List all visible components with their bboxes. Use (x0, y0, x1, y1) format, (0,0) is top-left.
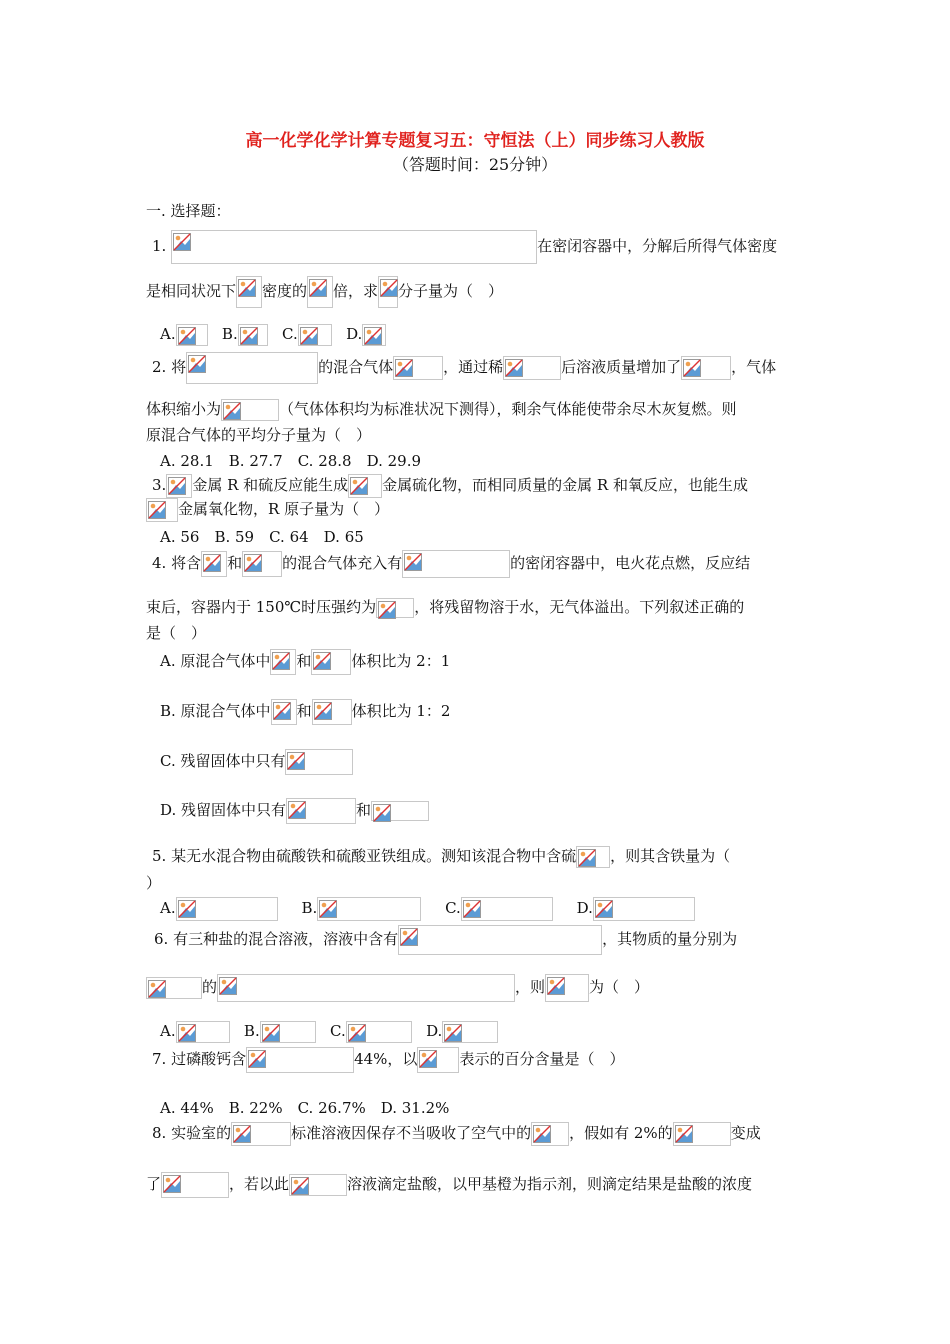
broken-image-icon (238, 279, 256, 297)
option-label: A. (160, 325, 176, 343)
broken-image-icon (547, 977, 565, 995)
broken-image-icon (178, 1024, 196, 1042)
option-label: B. (221, 325, 238, 343)
broken-image-icon (300, 327, 318, 345)
question-text: 束后，容器内于 150℃时压强约为 (146, 598, 377, 616)
question-2-line-3: 原混合气体的平均分子量为（ ） (146, 426, 372, 444)
question-text: ，若以此 (229, 1175, 290, 1193)
formula-image-placeholder (176, 324, 208, 346)
broken-image-icon (595, 900, 613, 918)
question-text: C. 残留固体中只有 (160, 752, 286, 770)
broken-image-icon (319, 900, 337, 918)
question-text: 为（ ） (589, 978, 650, 996)
broken-image-icon (675, 1125, 693, 1143)
question-number: 1. (152, 237, 167, 255)
question-text: 的混合气体充入有 (282, 554, 403, 572)
question-text: A. 原混合气体中 (160, 652, 271, 670)
formula-image-placeholder (186, 352, 318, 384)
formula-image-placeholder (270, 649, 296, 675)
question-text: 4. 将含 (152, 554, 202, 572)
question-text: 是相同状况下 (146, 282, 237, 300)
broken-image-icon (173, 233, 191, 251)
formula-image-placeholder (246, 1047, 354, 1073)
question-7-options: A. 44% B. 22% C. 26.7% D. 31.2% (160, 1099, 450, 1117)
question-text: 和 (296, 702, 312, 720)
question-1-line-2 (146, 276, 503, 308)
formula-image-placeholder (146, 498, 178, 522)
question-2-line-2 (146, 398, 737, 421)
question-3-line-1 (152, 474, 748, 498)
formula-image-placeholder (376, 598, 414, 618)
question-text: 后溶液质量增加了 (561, 358, 682, 376)
section-heading: 一. 选择题： (146, 202, 231, 220)
formula-image-placeholder (307, 276, 333, 308)
formula-image-placeholder (681, 356, 731, 380)
question-2-line-1 (152, 352, 776, 384)
formula-image-placeholder (362, 324, 386, 346)
broken-image-icon (272, 652, 290, 670)
option-label: C. (330, 1022, 346, 1040)
broken-image-icon (203, 554, 221, 572)
question-4-option-a (160, 649, 450, 675)
option-label: A. (160, 1022, 176, 1040)
question-text: 的密闭容器中，电火花点燃，反应结 (510, 554, 751, 572)
formula-image-placeholder (298, 324, 332, 346)
question-3-options: A. 56 B. 59 C. 64 D. 65 (160, 528, 364, 546)
question-text: 密度的 (262, 282, 308, 300)
question-text: 和 (227, 554, 243, 572)
question-text: 和 (356, 801, 372, 819)
broken-image-icon (244, 554, 262, 572)
formula-image-placeholder (442, 1021, 498, 1043)
formula-image-placeholder (417, 1047, 459, 1073)
broken-image-icon (444, 1024, 462, 1042)
broken-image-icon (223, 402, 241, 420)
page-title: 高一化学化学计算专题复习五：守恒法（上）同步练习人教版 (245, 131, 705, 151)
question-text: 5. 某无水混合物由硫酸铁和硫酸亚铁组成。测知该混合物中含硫 (152, 847, 577, 865)
question-text: 了 (146, 1175, 162, 1193)
question-4-option-c (160, 749, 353, 775)
question-6-line-1 (154, 925, 737, 955)
option-label: C. (445, 899, 461, 917)
question-4-option-b (160, 699, 450, 725)
question-text: 在密闭容器中，分解后所得气体密度 (537, 237, 778, 255)
broken-image-icon (533, 1125, 551, 1143)
formula-image-placeholder (260, 1021, 316, 1043)
formula-image-placeholder (317, 897, 421, 921)
formula-image-placeholder (312, 699, 352, 725)
formula-image-placeholder (146, 977, 202, 999)
option-label: B. (301, 899, 318, 917)
question-text: 倍，求 (333, 282, 379, 300)
broken-image-icon (273, 702, 291, 720)
broken-image-icon (287, 752, 305, 770)
broken-image-icon (578, 849, 596, 867)
question-text: B. 原混合气体中 (160, 702, 271, 720)
broken-image-icon (463, 900, 481, 918)
broken-image-icon (683, 359, 701, 377)
broken-image-icon (178, 327, 196, 345)
broken-image-icon (148, 980, 166, 998)
question-text: ，则 (515, 978, 546, 996)
question-text: （气体体积均为标准状况下测得），剩余气体能使带余尽木灰复燃。则 (279, 400, 737, 418)
question-3-line-2 (146, 498, 389, 522)
broken-image-icon (163, 1175, 181, 1193)
formula-image-placeholder (503, 356, 561, 380)
question-8-line-2 (146, 1172, 752, 1198)
question-1-line-1 (152, 230, 777, 264)
formula-image-placeholder (461, 897, 553, 921)
broken-image-icon (288, 801, 306, 819)
formula-image-placeholder (576, 846, 610, 868)
question-7-line-1 (152, 1047, 624, 1073)
question-text: 体积缩小为 (146, 400, 222, 418)
formula-image-placeholder (311, 649, 351, 675)
question-text: D. 残留固体中只有 (160, 801, 287, 819)
question-text: ，其物质的量分别为 (602, 930, 738, 948)
broken-image-icon (219, 977, 237, 995)
question-4-line-1 (152, 550, 750, 578)
question-5-line-1 (152, 845, 730, 868)
broken-image-icon (188, 355, 206, 373)
question-text: 金属硫化物，而相同质量的金属 R 和氧反应，也能生成 (382, 476, 748, 494)
broken-image-icon (364, 327, 382, 345)
option-label: D. (576, 899, 593, 917)
formula-image-placeholder (545, 974, 589, 1002)
formula-image-placeholder (378, 276, 398, 308)
question-text: ，假如有 2%的 (569, 1124, 673, 1142)
question-text: 8. 实验室的 (152, 1124, 232, 1142)
formula-image-placeholder (346, 1021, 412, 1043)
question-4-line-3: 是（ ） (146, 624, 207, 642)
broken-image-icon (240, 327, 258, 345)
broken-image-icon (233, 1125, 251, 1143)
question-text: ，通过稀 (443, 358, 504, 376)
question-text: 6. 有三种盐的混合溶液，溶液中含有 (154, 930, 399, 948)
broken-image-icon (400, 928, 418, 946)
question-text: ，则其含铁量为（ (610, 847, 731, 865)
question-text: 溶液滴定盐酸，以甲基橙为指示剂，则滴定结果是盐酸的浓度 (347, 1175, 753, 1193)
question-text: 和 (296, 652, 312, 670)
formula-image-placeholder (673, 1122, 731, 1146)
formula-image-placeholder (286, 798, 356, 824)
formula-image-placeholder (176, 897, 278, 921)
formula-image-placeholder (236, 276, 262, 308)
question-text: 表示的百分含量是（ ） (459, 1050, 625, 1068)
broken-image-icon (419, 1050, 437, 1068)
broken-image-icon (309, 279, 327, 297)
broken-image-icon (348, 1024, 366, 1042)
question-number: 3. (152, 476, 167, 494)
broken-image-icon (373, 804, 391, 822)
formula-image-placeholder (402, 550, 510, 578)
broken-image-icon (314, 702, 332, 720)
formula-image-placeholder (242, 551, 282, 577)
broken-image-icon (378, 601, 396, 619)
formula-image-placeholder (271, 699, 297, 725)
question-4-line-2 (146, 596, 744, 618)
formula-image-placeholder (398, 925, 602, 955)
broken-image-icon (350, 477, 368, 495)
question-text: 体积比为 1：2 (351, 702, 451, 720)
option-label: B. (243, 1022, 260, 1040)
question-text: 7. 过磷酸钙含 (152, 1050, 247, 1068)
option-label: D. (426, 1022, 443, 1040)
formula-image-placeholder (593, 897, 695, 921)
broken-image-icon (248, 1050, 266, 1068)
formula-image-placeholder (393, 356, 443, 380)
question-2-options: A. 28.1 B. 27.7 C. 28.8 D. 29.9 (160, 452, 422, 470)
formula-image-placeholder (161, 1172, 229, 1198)
broken-image-icon (380, 279, 398, 297)
question-1-options (160, 323, 386, 346)
broken-image-icon (395, 359, 413, 377)
question-text: 变成 (730, 1124, 761, 1142)
broken-image-icon (404, 553, 422, 571)
broken-image-icon (178, 900, 196, 918)
broken-image-icon (291, 1177, 309, 1195)
formula-image-placeholder (166, 474, 192, 498)
question-6-options (160, 1020, 498, 1043)
broken-image-icon (262, 1024, 280, 1042)
formula-image-placeholder (348, 474, 382, 498)
formula-image-placeholder (531, 1122, 569, 1146)
broken-image-icon (148, 501, 166, 519)
formula-image-placeholder (171, 230, 537, 264)
question-text: ，将残留物溶于水，无气体溢出。下列叙述正确的 (414, 598, 745, 616)
formula-image-placeholder (285, 749, 353, 775)
broken-image-icon (313, 652, 331, 670)
question-text: 分子量为（ ） (398, 282, 504, 300)
question-text: ，气体 (731, 358, 777, 376)
question-6-line-2 (146, 974, 649, 1002)
question-text: 的 (202, 978, 218, 996)
option-label: C. (282, 325, 298, 343)
question-text: 金属 R 和硫反应能生成 (192, 476, 349, 494)
formula-image-placeholder (289, 1174, 347, 1196)
question-text: 44%，以 (354, 1050, 418, 1068)
formula-image-placeholder (231, 1122, 291, 1146)
formula-image-placeholder (371, 801, 429, 821)
question-4-option-d (160, 798, 429, 824)
broken-image-icon (505, 359, 523, 377)
formula-image-placeholder (238, 324, 268, 346)
question-5-options (160, 897, 695, 921)
formula-image-placeholder (221, 399, 279, 421)
broken-image-icon (168, 477, 186, 495)
formula-image-placeholder (201, 551, 227, 577)
question-5-line-2: ） (146, 874, 162, 892)
formula-image-placeholder (176, 1021, 230, 1043)
formula-image-placeholder (217, 974, 515, 1002)
option-label: D. (346, 325, 363, 343)
question-text: 标准溶液因保存不当吸收了空气中的 (291, 1124, 532, 1142)
question-text: 体积比为 2：1 (351, 652, 451, 670)
option-label: A. (160, 899, 176, 917)
question-text: 的混合气体 (318, 358, 394, 376)
question-8-line-1 (152, 1122, 761, 1146)
question-text: 金属氧化物，R 原子量为（ ） (178, 500, 390, 518)
page-subtitle: （答题时间：25分钟） (392, 155, 558, 174)
question-text: 2. 将 (152, 358, 187, 376)
